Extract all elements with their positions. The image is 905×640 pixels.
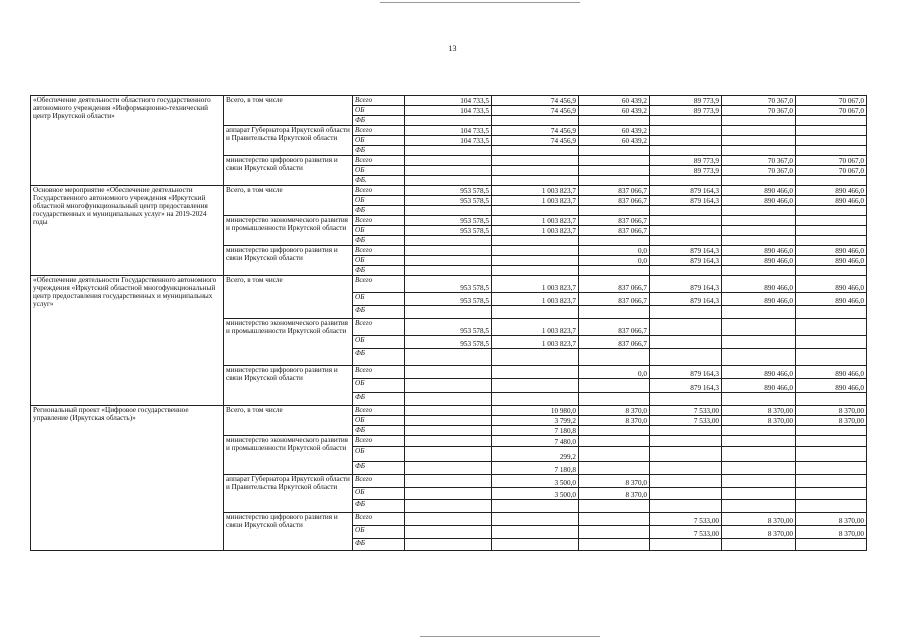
- table-cell: 879 164,3: [650, 379, 722, 393]
- table-cell: [492, 266, 579, 276]
- table-cell: ОБ: [353, 416, 405, 426]
- table-cell: 7 180,8: [492, 462, 579, 475]
- table-cell: 1 003 823,7: [492, 216, 579, 226]
- table-cell: аппарат Губернатора Иркутской области и Правительства Иркутской области: [224, 126, 353, 156]
- table-cell: 890 466,0: [796, 366, 867, 379]
- table-cell: [796, 349, 867, 366]
- table-cell: [579, 393, 650, 406]
- table-cell: 299,2: [492, 447, 579, 462]
- table-cell: Всего: [353, 216, 405, 226]
- table-cell: [405, 426, 492, 436]
- table-cell: [405, 500, 492, 513]
- table-cell: [405, 475, 492, 488]
- table-cell: [579, 539, 650, 551]
- table-cell: [796, 136, 867, 146]
- table-cell: 837 066,7: [579, 226, 650, 236]
- table-cell: [796, 462, 867, 475]
- table-cell: 837 066,7: [579, 293, 650, 306]
- table-cell: 7 533,00: [650, 416, 722, 426]
- table-cell: 1 003 823,7: [492, 336, 579, 349]
- table-cell: 74 456,9: [492, 136, 579, 146]
- table-cell: 1 003 823,7: [492, 319, 579, 336]
- table-cell: Всего: [353, 406, 405, 416]
- table-cell: [405, 349, 492, 366]
- table-cell: 74 456,9: [492, 106, 579, 116]
- table-cell: 890 466,0: [722, 379, 796, 393]
- table-cell: [722, 206, 796, 216]
- table-cell: 7 480,0: [492, 436, 579, 447]
- table-cell: 70 367,0: [722, 166, 796, 176]
- table-cell: 70 367,0: [722, 96, 796, 106]
- table-cell: 879 164,3: [650, 246, 722, 256]
- table-cell: [492, 513, 579, 526]
- table-cell: [492, 500, 579, 513]
- table-cell: [650, 336, 722, 349]
- table-cell: 890 466,0: [796, 246, 867, 256]
- table-cell: 890 466,0: [796, 196, 867, 206]
- table-cell: ОБ: [353, 293, 405, 306]
- table-cell: [796, 306, 867, 319]
- table-cell: 70 067,0: [796, 166, 867, 176]
- table-cell: 10 980,0: [492, 406, 579, 416]
- table-cell: [405, 447, 492, 462]
- table-cell: [796, 236, 867, 246]
- budget-table: [30, 95, 867, 551]
- table-cell: 879 164,3: [650, 366, 722, 379]
- table-cell: 60 439,2: [579, 96, 650, 106]
- table-cell: [579, 513, 650, 526]
- table-cell: [796, 436, 867, 447]
- table-cell: 8 370,00: [722, 526, 796, 539]
- table-cell: 70 067,0: [796, 96, 867, 106]
- table-cell: [722, 426, 796, 436]
- table-cell: [796, 475, 867, 488]
- table-cell: 89 773,9: [650, 106, 722, 116]
- table-cell: [405, 436, 492, 447]
- table-cell: 70 367,0: [722, 156, 796, 166]
- table-cell: 890 466,0: [722, 196, 796, 206]
- table-cell: [722, 500, 796, 513]
- table-cell: [492, 379, 579, 393]
- table-cell: 953 578,5: [405, 336, 492, 349]
- table-row: [31, 276, 867, 293]
- table-cell: 70 067,0: [796, 156, 867, 166]
- table-cell: [405, 406, 492, 416]
- table-cell: [722, 539, 796, 551]
- table-cell: [405, 393, 492, 406]
- table-cell: [405, 266, 492, 276]
- table-cell: Всего, в том числе: [224, 96, 353, 126]
- table-row: [31, 186, 867, 196]
- table-cell: [650, 226, 722, 236]
- table-cell: Всего: [353, 513, 405, 526]
- table-cell: 1 003 823,7: [492, 276, 579, 293]
- table-cell: [405, 488, 492, 500]
- table-cell: [492, 539, 579, 551]
- table-cell: [492, 306, 579, 319]
- table-cell: 953 578,5: [405, 186, 492, 196]
- table-cell: [492, 146, 579, 156]
- table-row: [31, 96, 867, 106]
- table-cell: [796, 116, 867, 126]
- table-cell: 74 456,9: [492, 126, 579, 136]
- table-cell: [796, 146, 867, 156]
- table-cell: 1 003 823,7: [492, 196, 579, 206]
- table-row: [31, 406, 867, 416]
- table-cell: 953 578,5: [405, 293, 492, 306]
- table-cell: [405, 513, 492, 526]
- table-cell: 837 066,7: [579, 276, 650, 293]
- table-cell: [492, 366, 579, 379]
- table-cell: 7 533,00: [650, 526, 722, 539]
- table-cell: 7 533,00: [650, 513, 722, 526]
- table-cell: [796, 319, 867, 336]
- table-cell: ФБ: [353, 393, 405, 406]
- table-cell: Основное мероприятие «Обеспечение деятельности Государственного автономного учреждения «Иркутский областной многофункциональный центр предоставления государственных и муниципальных услуг» на 2019-2024 годы: [31, 186, 224, 276]
- table-cell: ФБ: [353, 500, 405, 513]
- table-cell: 953 578,5: [405, 276, 492, 293]
- table-cell: 890 466,0: [722, 256, 796, 266]
- table-cell: [579, 447, 650, 462]
- table-cell: [579, 436, 650, 447]
- table-cell: 890 466,0: [722, 186, 796, 196]
- table-cell: [579, 526, 650, 539]
- table-cell: [405, 526, 492, 539]
- table-cell: [722, 436, 796, 447]
- table-cell: ОБ: [353, 166, 405, 176]
- table-cell: [492, 256, 579, 266]
- table-cell: министерство экономического развития и промышленности Иркутской области: [224, 436, 353, 475]
- table-cell: [722, 136, 796, 146]
- table-cell: ОБ: [353, 447, 405, 462]
- table-cell: [492, 526, 579, 539]
- table-cell: [722, 447, 796, 462]
- table-cell: 879 164,3: [650, 196, 722, 206]
- table-cell: [405, 539, 492, 551]
- table-cell: [492, 176, 579, 186]
- table-cell: 0,0: [579, 256, 650, 266]
- table-cell: [579, 306, 650, 319]
- table-cell: 89 773,9: [650, 166, 722, 176]
- table-cell: [796, 216, 867, 226]
- table-cell: Всего: [353, 436, 405, 447]
- table-cell: Всего: [353, 126, 405, 136]
- table-cell: 8 370,0: [579, 406, 650, 416]
- table-cell: 879 164,3: [650, 276, 722, 293]
- table-cell: «Обеспечение деятельности областного государственного автономного учреждения «Информационно-технический центр Иркутской области»: [31, 96, 224, 186]
- table-cell: [650, 176, 722, 186]
- table-cell: 74 456,9: [492, 96, 579, 106]
- table-cell: [796, 393, 867, 406]
- table-cell: 60 439,2: [579, 136, 650, 146]
- table-cell: [650, 136, 722, 146]
- table-cell: министерство цифрового развития и связи Иркутской области: [224, 246, 353, 276]
- table-cell: [650, 319, 722, 336]
- table-cell: 879 164,3: [650, 256, 722, 266]
- table-cell: [650, 266, 722, 276]
- scan-artifact-top: [380, 2, 580, 3]
- table-cell: ФБ: [353, 539, 405, 551]
- table-cell: 7 533,00: [650, 406, 722, 416]
- table-cell: [722, 336, 796, 349]
- table-cell: [722, 319, 796, 336]
- table-cell: 70 367,0: [722, 106, 796, 116]
- table-cell: 89 773,9: [650, 96, 722, 106]
- table-cell: [579, 426, 650, 436]
- table-cell: 837 066,7: [579, 196, 650, 206]
- table-cell: [579, 116, 650, 126]
- table-cell: 837 066,7: [579, 319, 650, 336]
- table-cell: ФБ: [353, 116, 405, 126]
- table-cell: [722, 226, 796, 236]
- table-cell: 89 773,9: [650, 156, 722, 166]
- table-cell: [405, 206, 492, 216]
- table-cell: [405, 176, 492, 186]
- table-cell: [722, 236, 796, 246]
- table-cell: 953 578,5: [405, 226, 492, 236]
- scan-artifact-bottom: [420, 636, 600, 637]
- table-cell: ОБ: [353, 196, 405, 206]
- table-cell: [492, 206, 579, 216]
- table-cell: [405, 256, 492, 266]
- table-cell: [722, 393, 796, 406]
- table-cell: 8 370,00: [722, 513, 796, 526]
- table-cell: [405, 462, 492, 475]
- table-cell: [796, 447, 867, 462]
- table-cell: [405, 379, 492, 393]
- table-cell: [650, 500, 722, 513]
- table-cell: 890 466,0: [796, 276, 867, 293]
- table-cell: [579, 206, 650, 216]
- table-cell: 104 733,5: [405, 136, 492, 146]
- table-cell: Всего, в том числе: [224, 406, 353, 436]
- table-cell: [579, 349, 650, 366]
- table-cell: 890 466,0: [722, 246, 796, 256]
- table-cell: [579, 462, 650, 475]
- table-cell: 0,0: [579, 366, 650, 379]
- table-cell: ФБ: [353, 266, 405, 276]
- table-cell: [492, 166, 579, 176]
- table-cell: 1 003 823,7: [492, 226, 579, 236]
- table-cell: [722, 475, 796, 488]
- table-cell: ФБ: [353, 206, 405, 216]
- table-cell: [796, 266, 867, 276]
- table-cell: [796, 426, 867, 436]
- table-cell: [722, 349, 796, 366]
- table-cell: [579, 146, 650, 156]
- table-cell: [796, 539, 867, 551]
- table-cell: 104 733,5: [405, 106, 492, 116]
- table-cell: 60 439,2: [579, 126, 650, 136]
- table-cell: 104 733,5: [405, 126, 492, 136]
- table-cell: [796, 226, 867, 236]
- table-cell: 879 164,3: [650, 293, 722, 306]
- table-cell: [492, 236, 579, 246]
- table-cell: ФБ: [353, 236, 405, 246]
- table-cell: [650, 116, 722, 126]
- table-cell: ФБ.: [353, 176, 405, 186]
- table-cell: Всего: [353, 246, 405, 256]
- table-cell: 1 003 823,7: [492, 186, 579, 196]
- table-cell: [579, 156, 650, 166]
- table-cell: Всего: [353, 186, 405, 196]
- table-cell: 890 466,0: [796, 186, 867, 196]
- table-cell: [796, 500, 867, 513]
- table-cell: [405, 156, 492, 166]
- table-cell: 8 370,00: [796, 406, 867, 416]
- table-cell: 890 466,0: [796, 256, 867, 266]
- table-cell: министерство экономического развития и промышленности Иркутской области: [224, 319, 353, 366]
- table-cell: «Обеспечение деятельности Государственного автономного учреждения «Иркутский областной многофункциональный центр предоставления государственных и муниципальных услуг»: [31, 276, 224, 406]
- table-cell: 890 466,0: [722, 293, 796, 306]
- table-cell: ФБ: [353, 146, 405, 156]
- table-cell: 890 466,0: [722, 366, 796, 379]
- table-cell: [722, 146, 796, 156]
- table-cell: Всего: [353, 276, 405, 293]
- table-cell: [492, 156, 579, 166]
- table-cell: [650, 426, 722, 436]
- table-cell: ОБ: [353, 226, 405, 236]
- table-cell: [405, 306, 492, 319]
- table-cell: [579, 236, 650, 246]
- table-cell: [405, 146, 492, 156]
- table-cell: Всего: [353, 156, 405, 166]
- table-cell: ОБ: [353, 336, 405, 349]
- table-cell: ФБ: [353, 426, 405, 436]
- table-cell: [796, 488, 867, 500]
- table-cell: 7 180,8: [492, 426, 579, 436]
- table-cell: [405, 366, 492, 379]
- table-cell: [650, 539, 722, 551]
- table-cell: [650, 236, 722, 246]
- table-cell: 890 466,0: [796, 293, 867, 306]
- table-cell: [650, 306, 722, 319]
- table-cell: 60 439,2: [579, 106, 650, 116]
- table-cell: 8 370,00: [722, 406, 796, 416]
- table-cell: Всего: [353, 366, 405, 379]
- table-cell: [722, 116, 796, 126]
- table-cell: ОБ: [353, 488, 405, 500]
- table-cell: 837 066,7: [579, 186, 650, 196]
- table-cell: [492, 393, 579, 406]
- table-cell: 953 578,5: [405, 216, 492, 226]
- table-cell: 8 370,00: [796, 513, 867, 526]
- table-cell: [579, 176, 650, 186]
- table-cell: [650, 216, 722, 226]
- table-cell: [722, 126, 796, 136]
- table-cell: [722, 306, 796, 319]
- table-cell: министерство цифрового развития и связи Иркутской области: [224, 156, 353, 186]
- table-cell: [492, 246, 579, 256]
- table-cell: [492, 116, 579, 126]
- table-cell: [722, 266, 796, 276]
- table-cell: 8 370,00: [722, 416, 796, 426]
- budget-table-body: [31, 96, 867, 551]
- table-cell: министерство цифрового развития и связи Иркутской области: [224, 366, 353, 406]
- table-cell: [579, 379, 650, 393]
- table-cell: 8 370,0: [579, 488, 650, 500]
- table-cell: 3 500,0: [492, 488, 579, 500]
- table-cell: [650, 146, 722, 156]
- table-cell: министерство экономического развития и промышленности Иркутской области: [224, 216, 353, 246]
- table-cell: ФБ: [353, 462, 405, 475]
- table-cell: ФБ: [353, 349, 405, 366]
- table-cell: [722, 216, 796, 226]
- table-cell: Всего, в том числе: [224, 276, 353, 319]
- table-cell: [650, 447, 722, 462]
- table-cell: Региональный проект «Цифровое государственное управление (Иркутская область)»: [31, 406, 224, 551]
- table-cell: [650, 393, 722, 406]
- table-cell: министерство цифрового развития и связи Иркутской области: [224, 513, 353, 551]
- table-cell: [650, 349, 722, 366]
- table-cell: [650, 462, 722, 475]
- table-cell: [650, 206, 722, 216]
- table-cell: [405, 236, 492, 246]
- table-cell: [405, 116, 492, 126]
- table-cell: 8 370,00: [796, 526, 867, 539]
- table-cell: ОБ: [353, 256, 405, 266]
- table-cell: Всего: [353, 475, 405, 488]
- table-cell: [579, 166, 650, 176]
- table-cell: 3 799,2: [492, 416, 579, 426]
- table-cell: Всего: [353, 319, 405, 336]
- table-cell: 70 067,0: [796, 106, 867, 116]
- table-cell: 8 370,0: [579, 416, 650, 426]
- table-cell: 8 370,0: [579, 475, 650, 488]
- table-cell: Всего: [353, 96, 405, 106]
- table-cell: [405, 166, 492, 176]
- table-cell: [650, 488, 722, 500]
- page-number: 13: [448, 44, 457, 53]
- table-cell: [796, 336, 867, 349]
- table-cell: [722, 488, 796, 500]
- table-cell: аппарат Губернатора Иркутской области и Правительства Иркутской области: [224, 475, 353, 513]
- table-cell: [405, 416, 492, 426]
- table-cell: 8 370,00: [796, 416, 867, 426]
- table-cell: Всего, в том числе: [224, 186, 353, 216]
- table-cell: 837 066,7: [579, 216, 650, 226]
- table-cell: [796, 176, 867, 186]
- table-cell: [492, 349, 579, 366]
- table-cell: [650, 436, 722, 447]
- table-cell: [405, 246, 492, 256]
- table-cell: 953 578,5: [405, 319, 492, 336]
- table-cell: ОБ: [353, 136, 405, 146]
- table-cell: ОБ: [353, 526, 405, 539]
- table-cell: ОБ: [353, 106, 405, 116]
- table-cell: ОБ: [353, 379, 405, 393]
- table-cell: [722, 462, 796, 475]
- table-cell: 104 733,5: [405, 96, 492, 106]
- table-cell: 1 003 823,7: [492, 293, 579, 306]
- table-cell: [796, 206, 867, 216]
- table-cell: [579, 500, 650, 513]
- table-cell: 890 466,0: [722, 276, 796, 293]
- table-cell: [650, 475, 722, 488]
- table-cell: 953 578,5: [405, 196, 492, 206]
- table-cell: 837 066,7: [579, 336, 650, 349]
- table-cell: 0,0: [579, 246, 650, 256]
- table-cell: [650, 126, 722, 136]
- table-cell: [722, 176, 796, 186]
- table-cell: 890 466,0: [796, 379, 867, 393]
- table-cell: [579, 266, 650, 276]
- table-cell: ФБ: [353, 306, 405, 319]
- table-cell: 3 500,0: [492, 475, 579, 488]
- table-cell: 879 164,3: [650, 186, 722, 196]
- table-cell: [796, 126, 867, 136]
